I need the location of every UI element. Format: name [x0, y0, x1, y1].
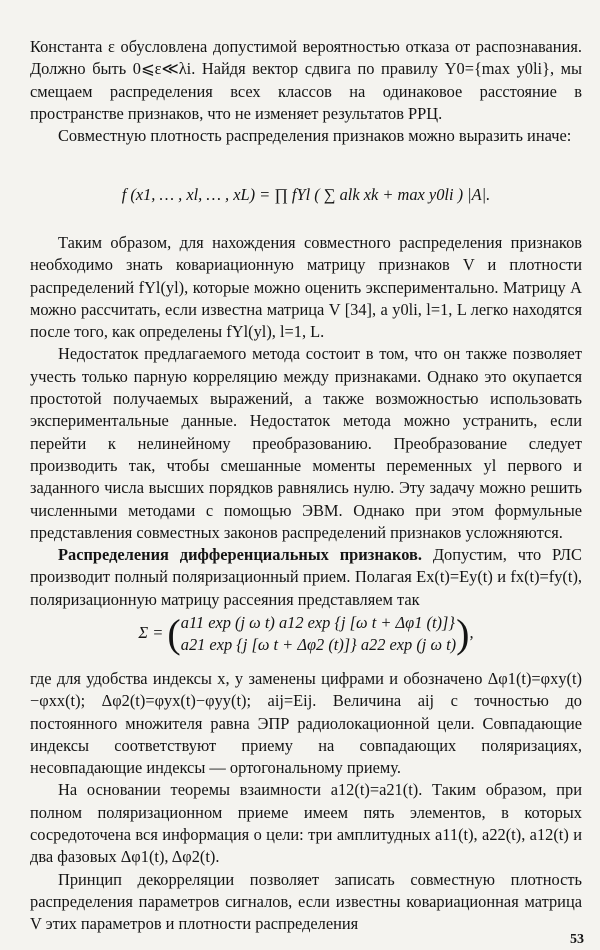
paragraph: Принцип декорреляции позволяет записать совместную плотность распределения параметров сигналов, если известны ковариационная матрица V этих параметров и плотности распределения [30, 869, 582, 934]
formula-joint-density [30, 184, 582, 206]
paragraph: где для удобства индексы x, y заменены цифрами и обозначено Δφ1(t)=φxy(t)−φxx(t); Δφ2(t)=φyx(t)−φyy(t); aij=Eij. Величина aij с точностью до постоянного множителя равна ЭПР радиолокационной цели. Совпадающие индексы соответствуют приему на совпадающих поляризациях, несовпадающие индексы — ортогональному приему. [30, 669, 582, 778]
paragraph: Таким образом, для нахождения совместного распределения признаков необходимо знать ковариационную матрицу признаков V и плотности распределений fYl(yl), которые можно оценить экспериментально. Матрицу A можно рассчитать, если известна матрица V [34], а y0li, l=1, L легко находятся после того, как определены fYl(yl), l=1, L. [30, 233, 582, 342]
paragraph: Недостаток предлагаемого метода состоит в том, что он также позволяет учесть только парную корреляцию между признаками. Однако это окупается простотой получаемых выражений, а также возможностью использовать экспериментальные данные. Недостаток метода можно устранить, если перейти к нелинейному преобразованию. Преобразование следует производить так, чтобы смешанные моменты переменных yl первого и заданного числа высших порядков равнялись нулю. Эту задачу можно решить численными методами с помощью ЭВМ. Однако при этом формульные представления совместных законов распределений признаков усложняются. [30, 344, 582, 542]
matrix-lhs: Σ = [138, 622, 164, 642]
section-paragraph [30, 544, 582, 611]
paragraph: Совместную плотность распределения признаков можно выразить иначе: [58, 126, 572, 146]
section-heading: Распределения дифференциальных признаков. [58, 545, 422, 565]
page-number: 53 [570, 932, 584, 947]
paragraph: Константа ε обусловлена допустимой вероятностью отказа от распознавания. Должно быть 0⩽ε≪λi. Найдя вектор сдвига по правилу Y0={max y0li}, мы смещаем распределения всех классов на одинаковое расстояние в пространстве признаков, что не изменяет результатов РРЦ. [30, 37, 582, 123]
text-block-bottom [30, 668, 582, 936]
matrix-row-1: a11 exp (j ω t) a12 exp {j [ω t + Δφ1 (t)]} [180, 613, 455, 632]
matrix-row-2: a21 exp {j [ω t + Δφ2 (t)]} a22 exp (j ω t) [180, 635, 457, 654]
text-block-top [30, 36, 582, 147]
formula: f (x1, … , xl, … , xL) = ∏ fYl ( ∑ alk xk + max y0li ) |A|. [121, 185, 491, 204]
matrix-block [30, 612, 582, 656]
section-text: Допустим, что РЛС производит полный поляризационный прием. Полагая Ex(t)=Ey(t) и fx(t)=fy(t), поляризационную матрицу рассеяния представляем так [30, 545, 582, 609]
scattering-matrix: Σ = (a11 exp (j ω t) a12 exp {j [ω t + Δφ1 (t)]} a21 exp {j [ω t + Δφ2 (t)]} a22 exp (j ω t)), [138, 611, 474, 656]
paragraph: На основании теоремы взаимности a12(t)=a21(t). Таким образом, при полном поляризационном приеме имеем пять элементов, в которых сосредоточена вся информация о цели: три амплитудных a11(t), a22(t), a12(t) и два фазовых Δφ1(t), Δφ2(t). [30, 780, 582, 867]
text-block-middle [30, 232, 582, 611]
